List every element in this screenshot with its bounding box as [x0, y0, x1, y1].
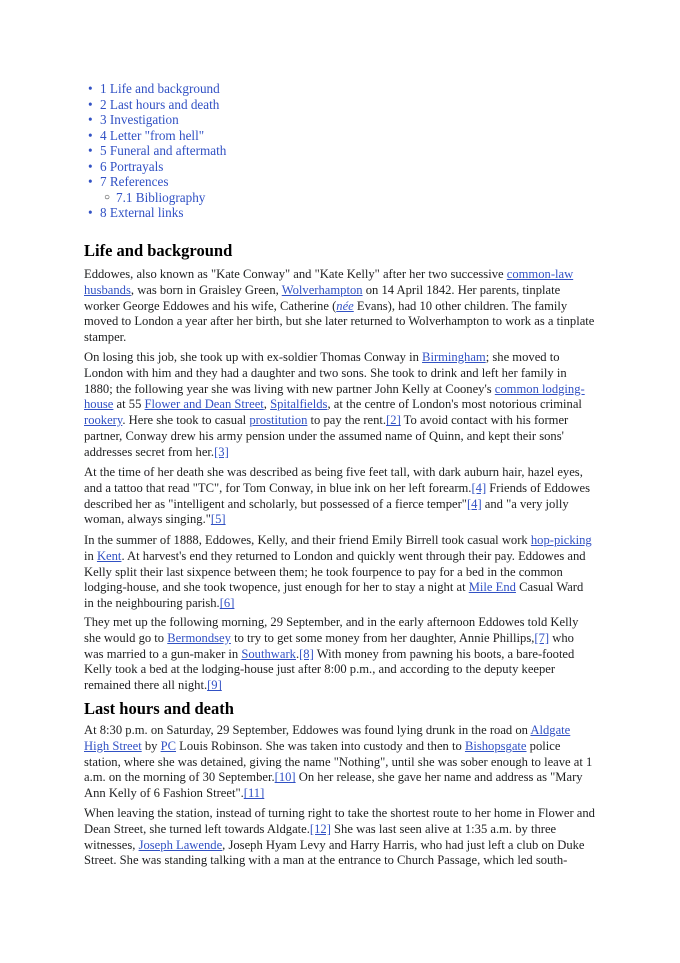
- text-run: and "a very jolly woman, always singing.": [84, 496, 569, 527]
- wiki-link[interactable]: rookery: [84, 413, 123, 428]
- text-run: .: [295, 646, 300, 661]
- text-run: At 8:30 p.m. on Saturday, 29 September, Eddowes was found lying drunk in the road on: [84, 723, 531, 737]
- toc-number: 2: [100, 96, 107, 112]
- toc-link[interactable]: [100, 143, 226, 158]
- text-run: by: [141, 738, 161, 753]
- citation-link[interactable]: [5]: [210, 512, 226, 527]
- citation-link[interactable]: [9]: [207, 678, 222, 693]
- wiki-link[interactable]: PC: [160, 738, 177, 753]
- toc-number: 3: [100, 112, 107, 127]
- wiki-link[interactable]: common-law husbands: [84, 267, 574, 297]
- toc-number: 5: [100, 143, 107, 158]
- toc-item: [84, 97, 226, 113]
- citation-link[interactable]: [11]: [243, 786, 265, 801]
- text-run: To avoid contact with his former partner, Conway drew his army pension under the assumed name of Quinn, and kept their sons' addresses secret from her.: [84, 413, 569, 459]
- wiki-link[interactable]: hop-picking: [530, 533, 592, 547]
- citation-link[interactable]: [12]: [309, 821, 331, 836]
- wiki-link[interactable]: prostitution: [249, 413, 308, 428]
- toc-label: References: [109, 174, 169, 189]
- toc-number: 1: [100, 81, 107, 96]
- toc-link[interactable]: [100, 174, 168, 189]
- citation-link[interactable]: [6]: [219, 596, 235, 611]
- toc-number: 4: [100, 127, 107, 143]
- text-run: When leaving the station, instead of turning right to take the shortest route to her home in Flower and Dean Street, she turned left towards Aldgate.: [84, 806, 595, 836]
- wiki-link[interactable]: Kent: [96, 548, 122, 563]
- wiki-link[interactable]: Birmingham: [422, 350, 486, 364]
- paragraph: [84, 806, 596, 869]
- paragraph: [84, 533, 596, 612]
- text-run: . At harvest's end they returned to London and quickly went through their pay. Eddowes and Kelly split their last sixpence between them; he took fourpence to pay for a bed in the common lodging-house, and she took twopence, just enough for her to stay a night at: [84, 548, 586, 595]
- wiki-link[interactable]: Joseph Lawende: [138, 837, 223, 852]
- toc-link[interactable]: [116, 190, 205, 205]
- toc-link[interactable]: [100, 112, 179, 127]
- text-run: Friends of Eddowes described her as "intelligent and scholarly, but possessed of a fierce temper": [84, 480, 591, 511]
- text-run: They met up the following morning, 29 September, and in the early afternoon Eddowes told Kelly she would go to: [84, 615, 579, 645]
- paragraph: [84, 350, 596, 461]
- paragraph: [84, 465, 596, 528]
- text-run: , at the centre of London's most notorious criminal: [327, 397, 582, 412]
- wiki-link[interactable]: Bermondsey: [167, 630, 231, 645]
- toc-link[interactable]: [100, 205, 184, 220]
- text-run: on 14 April 1842. Her parents, tinplate worker George Eddowes and his wife, Catherine (: [84, 282, 561, 313]
- toc-number: 7.1: [116, 189, 133, 205]
- citation-link[interactable]: [10]: [274, 770, 296, 785]
- section-heading-life: Life and background: [84, 241, 233, 260]
- citation-link[interactable]: [3]: [214, 444, 229, 459]
- section-heading-last-hours: Last hours and death: [84, 699, 234, 718]
- text-run: to try to get some money from her daughter, Annie Phillips,: [230, 630, 535, 645]
- text-run: With money from pawning his boots, a bare-footed Kelly took a bed at the lodging-house just after 8:00 p.m., and according to the deputy keeper remained there all night.: [84, 646, 575, 693]
- citation-link[interactable]: [2]: [386, 413, 401, 428]
- toc-label: External links: [109, 205, 184, 220]
- toc-label: Life and background: [109, 81, 220, 96]
- table-of-contents: [84, 81, 226, 221]
- text-run: ,: [263, 397, 271, 412]
- text-run: police station, where she was detained, giving the name "Nothing", until she was sober enough to leave at 1 a.m. on the morning of 30 September.: [84, 738, 593, 785]
- toc-item: [84, 205, 226, 221]
- citation-link[interactable]: [4]: [466, 496, 482, 511]
- wiki-link[interactable]: Spitalfields: [270, 397, 328, 412]
- citation-link[interactable]: [4]: [471, 480, 487, 495]
- paragraph: [84, 723, 596, 802]
- toc-item: [84, 174, 226, 190]
- text-run: . Here she took to casual: [122, 413, 250, 428]
- text-run: At the time of her death she was described as being five feet tall, with dark auburn hair, hazel eyes, and a tattoo that read "TC", for Tom Conway, in blue ink on her left forearm.: [84, 465, 583, 495]
- text-run: Casual Ward in the neighbouring parish.: [84, 580, 584, 611]
- paragraph: [84, 267, 596, 346]
- text-run: , Joseph Hyam Levy and Harry Harris, who had just left a club on Duke Street. She was standing talking with a man at the entrance to Church Passage, which led south-: [84, 837, 585, 868]
- wiki-link-italic[interactable]: née: [336, 298, 354, 313]
- toc-link[interactable]: [100, 81, 220, 96]
- text-run: Louis Robinson. She was taken into custody and then to: [176, 738, 465, 753]
- toc-link[interactable]: [100, 128, 204, 143]
- wiki-link[interactable]: Mile End: [468, 580, 516, 595]
- text-run: Eddowes, also known as "Kate Conway" and "Kate Kelly" after her two successive: [84, 267, 507, 281]
- text-run: In the summer of 1888, Eddowes, Kelly, and their friend Emily Birrell took casual work: [84, 533, 531, 547]
- toc-label: Portrayals: [109, 158, 164, 174]
- wiki-link[interactable]: Wolverhampton: [281, 282, 363, 297]
- toc-item: [84, 81, 226, 97]
- toc-item: [84, 159, 226, 175]
- wiki-link[interactable]: Southwark: [241, 646, 296, 661]
- text-run: On her release, she gave her name and address as "Mary Ann Kelly of 6 Fashion Street".: [84, 770, 583, 801]
- toc-link[interactable]: [100, 159, 163, 174]
- text-run: ; she moved to London with him and they had a daughter and two sons. She took to drink and left her family in 1880; the following year she was living with new partner John Kelly at Cooney's: [84, 350, 567, 396]
- wiki-link[interactable]: common lodging-house: [84, 381, 585, 412]
- toc-number: 8: [100, 205, 107, 220]
- toc-item: [84, 112, 226, 128]
- toc-label: Letter "from hell": [109, 127, 205, 143]
- text-run: , was born in Graisley Green,: [130, 282, 282, 297]
- text-run: in: [84, 548, 97, 563]
- paragraph: [84, 615, 596, 694]
- toc-number: 7: [100, 174, 107, 189]
- toc-item: [84, 128, 226, 144]
- wiki-link[interactable]: Bishopsgate: [464, 738, 527, 753]
- toc-number: 6: [100, 158, 107, 174]
- toc-label: Funeral and aftermath: [109, 143, 227, 158]
- text-run: who was married to a gun-maker in: [84, 630, 574, 661]
- text-run: to pay the rent.: [307, 413, 387, 428]
- wiki-link[interactable]: Flower and Dean Street: [144, 397, 264, 412]
- toc-label: Last hours and death: [109, 96, 220, 112]
- toc-label: Investigation: [109, 112, 179, 127]
- text-run: at 55: [113, 397, 145, 412]
- toc-link[interactable]: [100, 97, 219, 112]
- text-run: Evans), had 10 other children. The family moved to London a year after her birth, but she later returned to Wolverhampton to work as a tinplate stamper.: [84, 298, 595, 345]
- text-run: On losing this job, she took up with ex-soldier Thomas Conway in: [84, 350, 423, 364]
- toc-item: [84, 143, 226, 159]
- wiki-link[interactable]: Aldgate High Street: [84, 723, 571, 753]
- citation-link[interactable]: [8]: [299, 646, 314, 661]
- toc-label: Bibliography: [135, 189, 206, 205]
- text-run: She was last seen alive at 1:35 a.m. by three witnesses,: [84, 821, 557, 852]
- toc-item: [84, 190, 226, 206]
- citation-link[interactable]: [7]: [534, 630, 550, 645]
